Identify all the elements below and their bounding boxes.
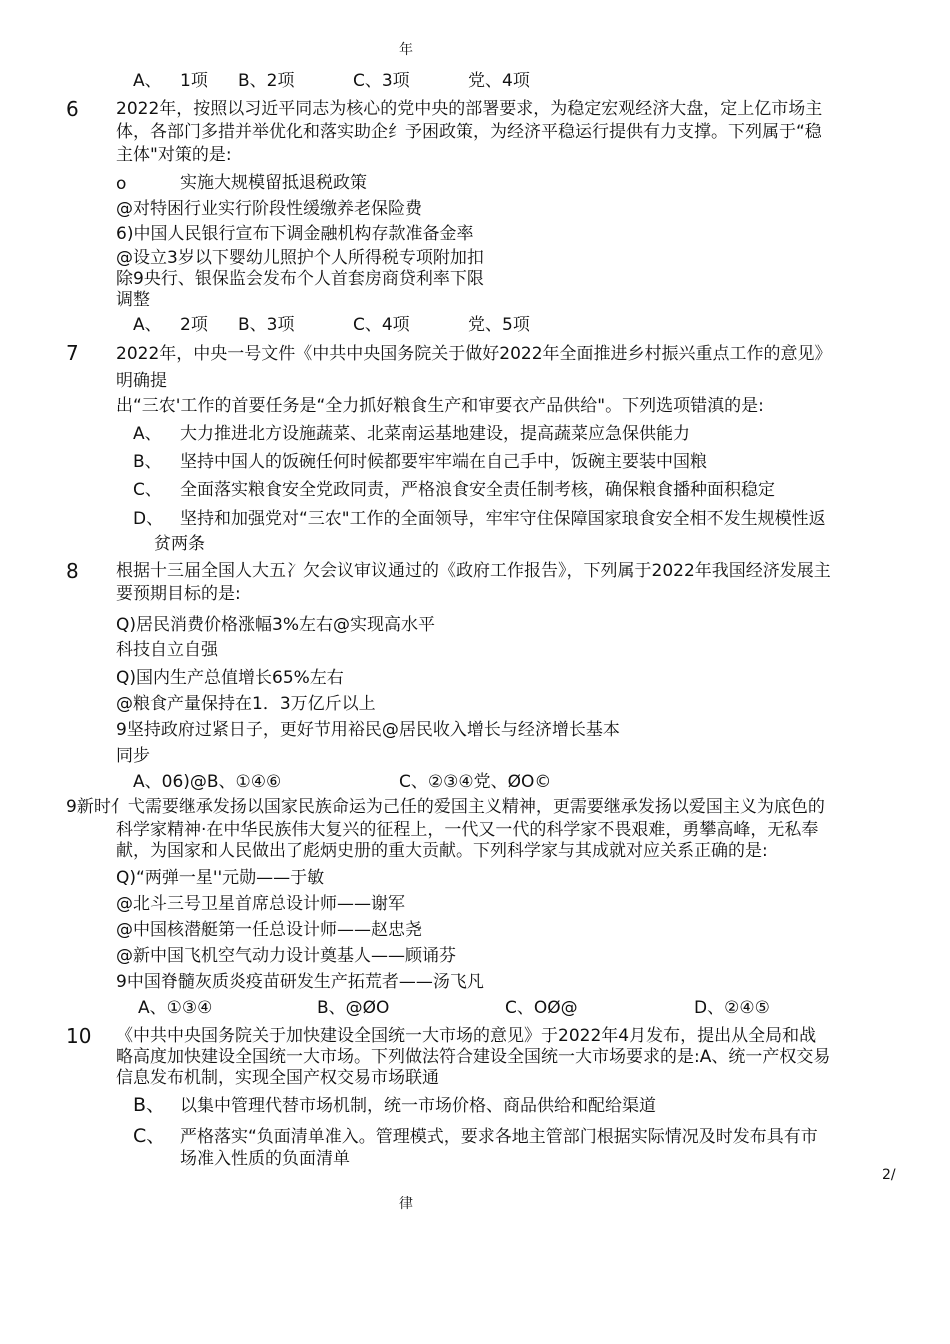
q7-stem-line-3: 出“三农'工作的首要任务是“全力抓好粮食生产和审要衣产品供给"。下列选项错滇的是:: [116, 396, 764, 416]
q8-number: 8: [66, 559, 79, 583]
q6-item-5: 除9央行、银保监会发布个人首套房商贷利率下限: [116, 269, 484, 289]
q5-option-b: B、2项: [238, 71, 295, 91]
header-char: 年: [399, 42, 413, 58]
q8-options-cd: C、②③④党、ØO©: [399, 772, 552, 792]
q9-option-a: A、①③④: [138, 998, 213, 1018]
q6-option-b: B、3项: [238, 315, 295, 335]
q8-item-3: @粮食产量保持在1．3万亿斤以上: [116, 694, 376, 714]
q8-options-ab: A、06)@B、①④⑥: [133, 772, 282, 792]
q6-item-4: @设立3岁以下婴幼儿照护个人所得税专项附加扣: [116, 248, 484, 268]
q6-stem-line-2: 体，各部门多措并举优化和落实助企纟予困政策，为经济平稳运行提供有力支撑。下列属于“稳: [116, 122, 822, 142]
q6-item-1-text: 实施大规模留抵退税政策: [180, 173, 367, 193]
q7-choice-a-label: A、: [133, 424, 162, 444]
q9-item-5: 9中国脊髓灰质炎疫苗研发生产拓荒者——汤飞凡: [116, 972, 484, 992]
q8-item-2: Q)国内生产总值增长65%左右: [116, 668, 344, 688]
q10-stem-line-1: 《中共中央国务院关于加快建设全国统一大市场的意见》于2022年4月发布，提出从全局和战: [116, 1026, 817, 1046]
q6-stem-line-3: 主体"对策的是:: [116, 145, 232, 165]
q8-item-4-cont: 同步: [116, 746, 150, 766]
q8-stem-line-1: 根据十三届全国人大五冫欠会议审议通过的《政府工作报告》，下列属于2022年我国经济发展主: [116, 561, 831, 581]
q10-choice-b-text: 以集中管理代替市场机制，统一市场价格、商品供给和配给渠道: [180, 1096, 656, 1116]
q9-item-3: @中国核潜艇第一任总设计师——赵忠尧: [116, 920, 422, 940]
q10-choice-c-text: 严格落实“负面清单准入。管理模式，要求各地主管部门根据实际情况及时发布具有市: [180, 1127, 818, 1147]
q7-number: 7: [66, 341, 79, 365]
q9-option-d: D、②④⑤: [694, 998, 770, 1018]
q8-item-1: Q)居民消费价格涨幅3%左右@实现高水平: [116, 615, 435, 635]
q9-option-b: B、@ØO: [317, 998, 390, 1018]
q9-item-2: @北斗三号卫星首席总设计师——谢军: [116, 894, 405, 914]
q6-item-2: @对特困行业实行阶段性缓缴养老保险费: [116, 199, 422, 219]
q6-option-a-text: 2项: [180, 315, 208, 335]
q10-choice-c-cont: 场准入性质的负面清单: [180, 1149, 350, 1169]
q5-option-a-text: 1项: [180, 71, 208, 91]
q10-stem-line-2: 略高度加快建设全国统一大市场。下列做法符合建设全国统一大市场要求的是:A、统一产权交易: [116, 1047, 831, 1067]
q5-option-c: C、3项: [353, 71, 410, 91]
q9-stem-line-1: 9新时亻弋需要继承发扬以国家民族命运为己任的爱国主义精神，更需要继承发扬以爱国主义为底色的: [66, 797, 825, 817]
q6-item-5-cont: 调整: [116, 290, 150, 310]
q7-choice-c-text: 全面落实粮食安全党政同责，严格浪食安全责任制考核，确保粮食播种面积稳定: [180, 480, 775, 500]
q5-option-a-label: A、: [133, 71, 162, 91]
footer-char: 律: [399, 1196, 413, 1212]
q9-stem-line-3: 献，为国家和人民做出了彪炳史册的重大贡献。下列科学家与其成就对应关系正确的是:: [116, 841, 768, 861]
q7-choice-d-label: D、: [133, 509, 164, 529]
q7-stem-line-1: 2022年，中央一号文件《中共中央国务院关于做好2022年全面推进乡村振兴重点工作的意见》: [116, 344, 832, 364]
q8-stem-line-2: 要预期目标的是:: [116, 584, 241, 604]
q7-choice-a-text: 大力推进北方设施蔬菜、北菜南运基地建设，提高蔬菜应急保供能力: [180, 424, 690, 444]
q10-choice-c-label: C、: [133, 1125, 166, 1147]
q9-option-c: C、OØ@: [505, 998, 578, 1018]
q7-choice-d-cont: 贫两条: [154, 534, 205, 554]
q7-stem-line-2: 明确提: [116, 371, 167, 391]
q9-stem-line-2: 科学家精神·在中华民族伟大复兴的征程上，一代又一代的科学家不畏艰难，勇攀高峰，无私奉: [116, 820, 819, 840]
q10-stem-line-3: 信息发布机制，实现全国产权交易市场联通: [116, 1068, 439, 1088]
q7-choice-d-text: 坚持和加强党对“三农"工作的全面领导，牢牢守住保障国家琅食安全相不发生规模性返: [180, 509, 826, 529]
q9-item-4: @新中国飞机空气动力设计奠基人——顾诵芬: [116, 946, 456, 966]
page-number-fragment: 2/: [882, 1167, 896, 1183]
q8-item-4: 9坚持政府过紧日子，更好节用裕民@居民收入增长与经济增长基本: [116, 720, 620, 740]
q7-choice-b-text: 坚持中国人的饭碗任何时候都要牢牢端在自己手中，饭碗主要装中国粮: [180, 452, 707, 472]
q6-number: 6: [66, 97, 79, 121]
q8-item-1-cont: 科技自立自强: [116, 640, 218, 660]
q6-item-1-mark: o: [116, 174, 127, 194]
q10-number: 10: [66, 1024, 92, 1048]
q9-item-1: Q)“两弹一星''元勋——于敏: [116, 868, 325, 888]
q6-option-c: C、4项: [353, 315, 410, 335]
q6-option-d: 党、5项: [468, 315, 530, 335]
q6-option-a-label: A、: [133, 315, 162, 335]
q10-choice-b-label: B、: [133, 1094, 166, 1116]
q6-stem-line-1: 2022年，按照以习近平同志为核心的党中央的部署要求，为稳定宏观经济大盘，定上亿市场主: [116, 99, 823, 119]
q5-option-d: 党、4项: [468, 71, 530, 91]
q7-choice-b-label: B、: [133, 452, 162, 472]
q7-choice-c-label: C、: [133, 480, 162, 500]
q6-item-3: 6)中国人民银行宣布下调金融机构存款准备金率: [116, 224, 474, 244]
